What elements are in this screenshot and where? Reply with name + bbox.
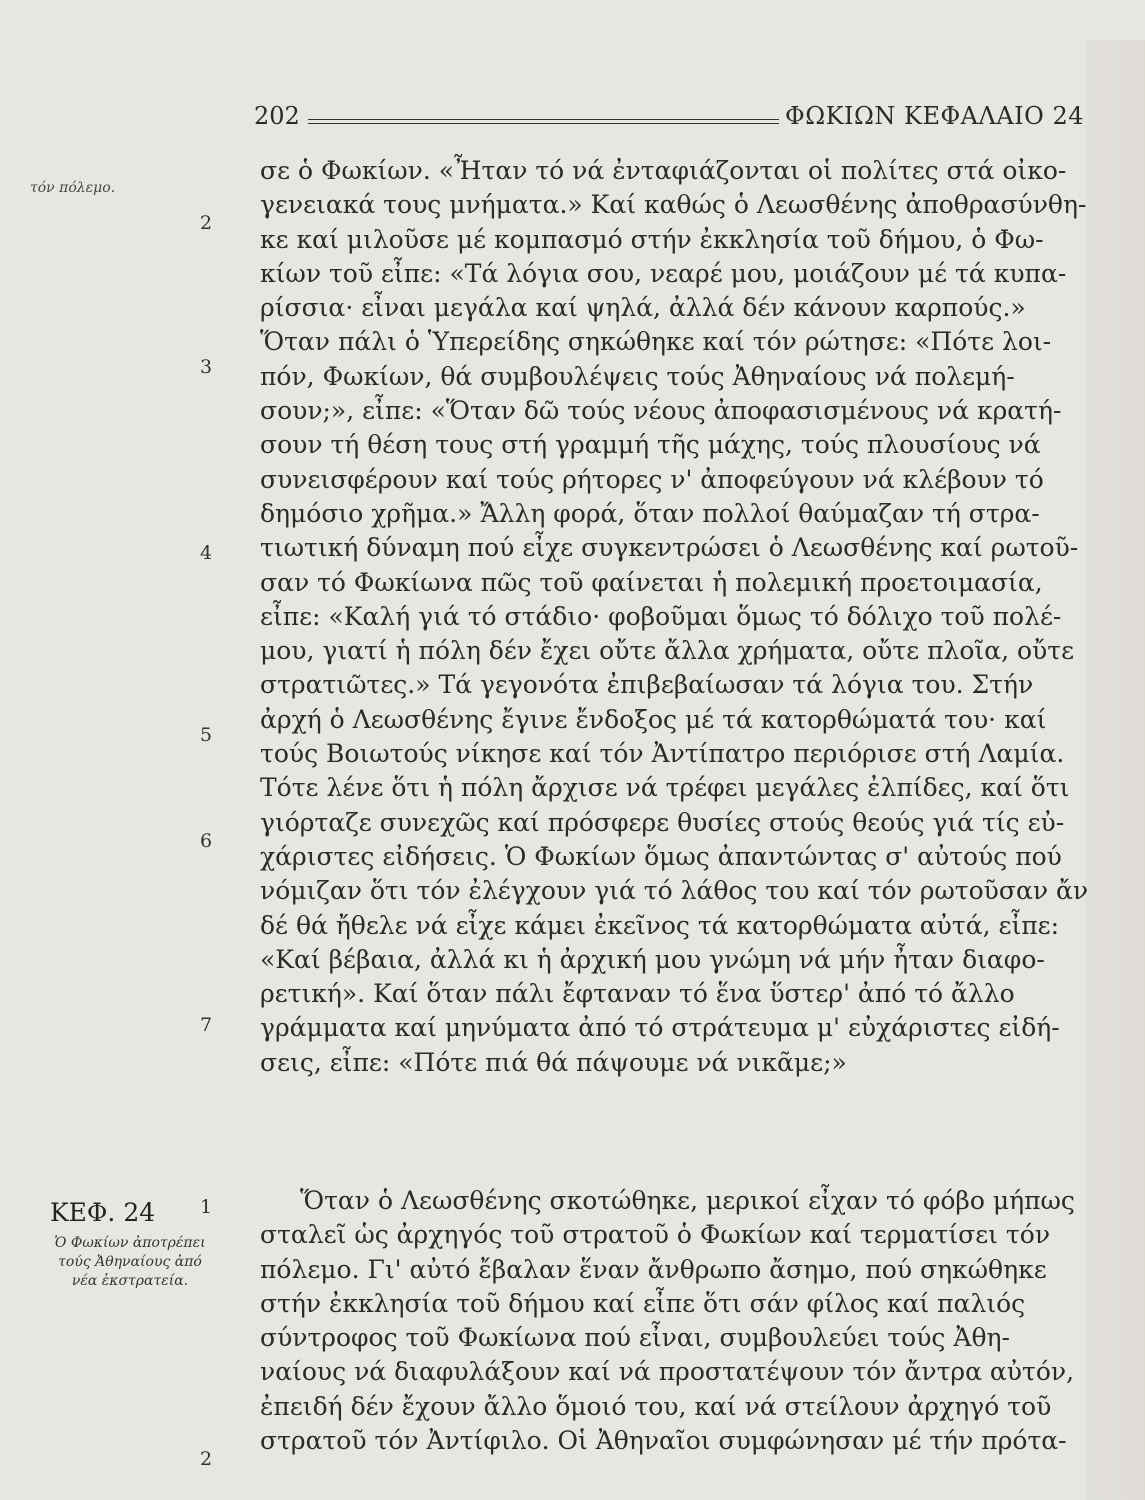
text-line: εἶπε: «Καλή γιά τό στάδιο· φοβοῦμαι ὅμως τό δόλιχο τοῦ πολέ- — [260, 601, 1062, 631]
paragraph-number: 5 — [199, 724, 213, 746]
header-rule — [308, 119, 779, 124]
text-line: πόν, Φωκίων, θά συμβουλέψεις τούς Ἀθηναίους νά πολεμή- — [260, 361, 1015, 391]
text-line: σταλεῖ ὡς ἀρχηγός τοῦ στρατοῦ ὁ Φωκίων καί τερματίσει τόν — [260, 1220, 1051, 1250]
text-line: σε ὁ Φωκίων. «Ἦταν τό νά ἐνταφιάζονται οἱ πολίτες στά οἰκο- — [260, 156, 1067, 185]
text-line: νόμιζαν ὅτι τόν ἐλέγχουν γιά τό λάθος του καί τόν ρωτοῦσαν ἄν — [260, 876, 1089, 906]
text-line: ναίους νά διαφυλάξουν καί νά προστατέψουν τόν ἄντρα αὐτόν, — [260, 1357, 1075, 1387]
text-line: στήν ἐκκλησία τοῦ δήμου καί εἶπε ὅτι σάν φίλος καί παλιός — [260, 1288, 1026, 1318]
text-line: συνεισφέρουν καί τούς ρήτορες ν' ἀποφεύγουν νά κλέβουν τό — [260, 464, 1044, 494]
text-line: ρετική». Καί ὅταν πάλι ἔφταναν τό ἕνα ὕστερ' ἀπό τό ἄλλο — [260, 979, 1015, 1009]
text-line: τούς Βοιωτούς νίκησε καί τόν Ἀντίπατρο περιόρισε στή Λαμία. — [260, 739, 1065, 769]
paragraph-number: 7 — [199, 1014, 213, 1036]
text-line: κίων τοῦ εἶπε: «Τά λόγια σου, νεαρέ μου, μοιάζουν μέ τά κυπα- — [260, 258, 1067, 288]
chapter-label: ΚΕΦ. 24 — [50, 1198, 156, 1227]
page-number: 202 — [254, 102, 300, 130]
margin-note-top: τόν πόλεμο. — [30, 180, 116, 196]
text-line: ρίσσια· εἶναι μεγάλα καί ψηλά, ἀλλά δέν κάνουν καρπούς.» — [260, 293, 1026, 323]
text-line: δέ θά ἤθελε νά εἶχε κάμει ἐκεῖνος τά κατορθώματα αὐτά, εἶπε: — [260, 910, 1060, 940]
paragraph-number: 4 — [199, 542, 213, 564]
text-line: κε καί μιλοῦσε μέ κομπασμό στήν ἐκκλησία τοῦ δήμου, ὁ Φω- — [260, 224, 1044, 254]
running-header — [254, 96, 1084, 136]
text-line: χάριστες εἰδήσεις. Ὁ Φωκίων ὅμως ἀπαντώντας σ' αὐτούς πού — [260, 841, 1062, 871]
text-line: πόλεμο. Γι' αὐτό ἔβαλαν ἕναν ἄνθρωπο ἄσημο, πού σηκώθηκε — [260, 1254, 1047, 1284]
text-line: σουν τή θέση τους στή γραμμή τῆς μάχης, τούς πλουσίους νά — [260, 430, 1041, 460]
text-line: Ὅταν πάλι ὁ Ὑπερείδης σηκώθηκε καί τόν ρώτησε: «Πότε λοι- — [260, 327, 1052, 357]
paragraph-number: 1 — [199, 1196, 213, 1218]
text-line: ἀρχή ὁ Λεωσθένης ἔγινε ἔνδοξος μέ τά κατορθώματά του· καί — [260, 704, 1047, 734]
text-line: στρατοῦ τόν Ἀντίφιλο. Οἱ Ἀθηναῖοι συμφώνησαν μέ τήν πρότα- — [260, 1426, 1067, 1456]
paragraph-number: 3 — [199, 356, 213, 378]
text-line: γιόρταζε συνεχῶς καί πρόσφερε θυσίες στούς θεούς γιά τίς εὐ- — [260, 807, 1065, 837]
text-line: σουν;», εἶπε: «Ὅταν δῶ τούς νέους ἀποφασισμένους νά κρατή- — [260, 396, 1062, 426]
text-line: «Καί βέβαια, ἀλλά κι ἡ ἀρχική μου γνώμη νά μήν ἦταν διαφο- — [260, 944, 1045, 974]
text-line: γενειακά τους μνήματα.» Καί καθώς ὁ Λεωσθένης ἀποθρασύνθη- — [260, 190, 1087, 220]
text-line: μου, γιατί ἡ πόλη δέν ἔχει οὔτε ἄλλα χρήματα, οὔτε πλοῖα, οὔτε — [260, 636, 1075, 666]
text-line: γράμματα καί μηνύματα ἀπό τό στράτευμα μ' εὐχάριστες εἰδή- — [260, 1013, 1060, 1043]
text-line: δημόσιο χρῆμα.» Ἄλλη φορά, ὅταν πολλοί θαύμαζαν τή στρα- — [260, 498, 1040, 528]
paragraph-number: 6 — [199, 830, 213, 852]
paragraph-number: 2 — [199, 212, 213, 234]
section-2-text — [260, 1184, 1100, 1458]
text-line: σεις, εἶπε: «Πότε πιά θά πάψουμε νά νικᾶμε;» — [260, 1047, 847, 1077]
text-line: Ὅταν ὁ Λεωσθένης σκοτώθηκε, μερικοί εἶχαν τό φόβο μήπως — [300, 1186, 1075, 1215]
section-1-text — [260, 154, 1100, 1080]
text-line: Τότε λένε ὅτι ἡ πόλη ἄρχισε νά τρέφει μεγάλες ἐλπίδες, καί ὅτι — [260, 773, 1070, 803]
text-line: τιωτική δύναμη πού εἶχε συγκεντρώσει ὁ Λεωσθένης καί ρωτοῦ- — [260, 533, 1079, 563]
text-line: σαν τό Φωκίωνα πῶς τοῦ φαίνεται ἡ πολεμική προετοιμασία, — [260, 567, 1043, 597]
paragraph-number: 2 — [199, 1448, 213, 1470]
chapter-title: ΦΩΚΙΩΝ ΚΕΦΑΛΑΙΟ 24 — [785, 102, 1084, 130]
text-line: ἐπειδή δέν ἔχουν ἄλλο ὅμοιό του, καί νά στείλουν ἀρχηγό τοῦ — [260, 1391, 1052, 1421]
text-line: σύντροφος τοῦ Φωκίωνα πού εἶναι, συμβουλεύει τούς Ἀθη- — [260, 1323, 1010, 1353]
chapter-summary: Ὁ Φωκίων ἀποτρέπει τούς Ἀθηναίους ἀπό νέα ἐκστρατεία. — [54, 1235, 206, 1289]
text-line: στρατιῶτες.» Τά γεγονότα ἐπιβεβαίωσαν τά λόγια του. Στήν — [260, 670, 1034, 700]
